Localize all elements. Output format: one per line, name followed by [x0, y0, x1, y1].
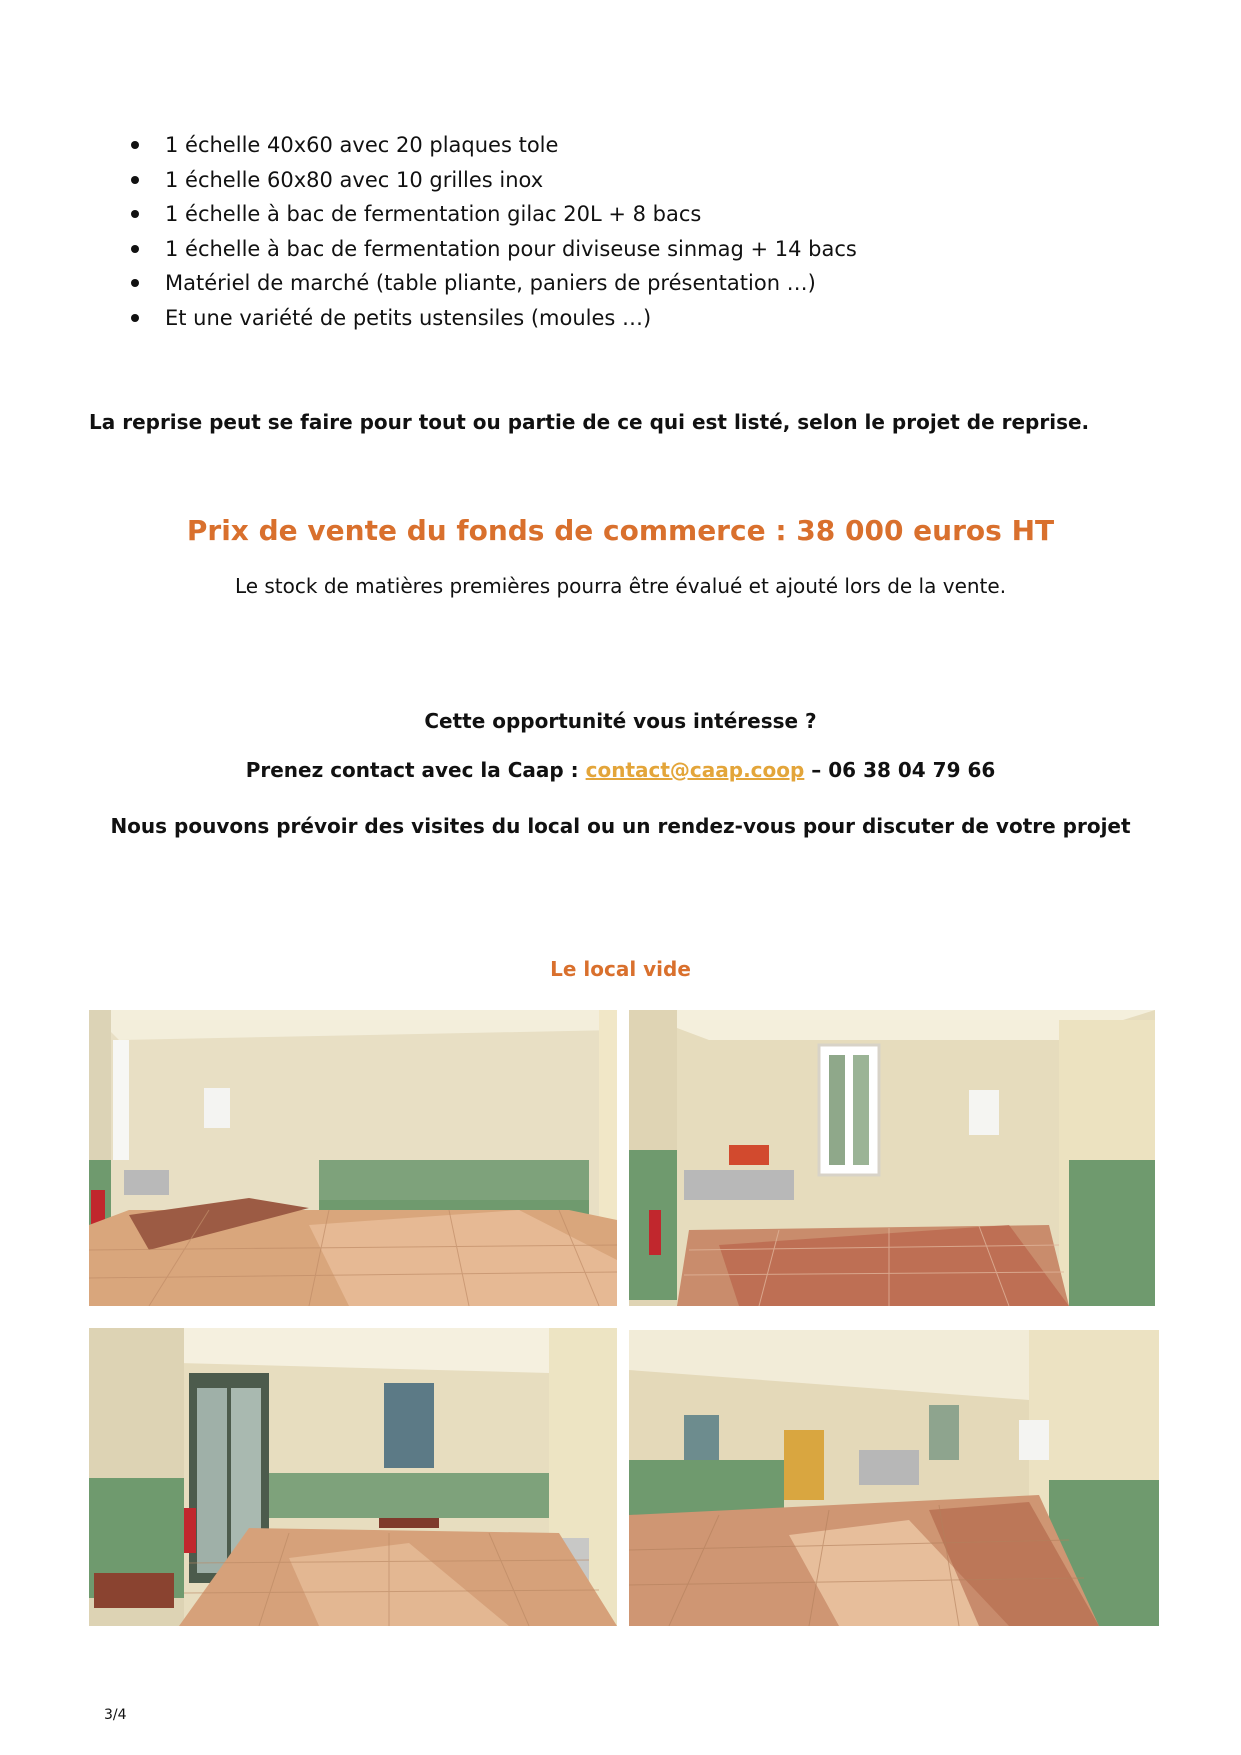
- list-item: Matériel de marché (table pliante, paniers de présentation …): [125, 266, 857, 301]
- photo-empty-room-2: [629, 1010, 1155, 1306]
- sale-price-heading: Prix de vente du fonds de commerce : 38 000 euros HT: [186, 514, 1055, 547]
- list-item: 1 échelle 40x60 avec 20 plaques tole: [125, 128, 857, 163]
- bullet-icon: [131, 314, 139, 322]
- equipment-list: [125, 128, 857, 336]
- list-item: 1 échelle à bac de fermentation pour diviseuse sinmag + 14 bacs: [125, 232, 857, 267]
- bullet-icon: [131, 176, 139, 184]
- page-number: 3/4: [104, 1707, 127, 1723]
- bullet-icon: [131, 279, 139, 287]
- bullet-icon: [131, 141, 139, 149]
- list-item: Et une variété de petits ustensiles (moules …): [125, 301, 857, 336]
- contact-phone: – 06 38 04 79 66: [804, 758, 996, 782]
- photo-empty-room-4: [629, 1330, 1159, 1626]
- contact-prefix: Prenez contact avec la Caap :: [245, 758, 586, 782]
- interest-question: Cette opportunité vous intéresse ?: [424, 709, 817, 733]
- photos-title: Le local vide: [550, 957, 691, 981]
- bullet-icon: [131, 210, 139, 218]
- reprise-note: La reprise peut se faire pour tout ou partie de ce qui est listé, selon le projet de reprise.: [89, 410, 1090, 434]
- visits-note: Nous pouvons prévoir des visites du local ou un rendez-vous pour discuter de votre projet: [110, 814, 1131, 838]
- photo-empty-room-3: [89, 1328, 617, 1626]
- contact-email-link[interactable]: contact@caap.coop: [585, 758, 805, 782]
- stock-note: Le stock de matières premières pourra être évalué et ajouté lors de la vente.: [234, 574, 1007, 598]
- list-item: 1 échelle 60x80 avec 10 grilles inox: [125, 163, 857, 198]
- list-item: 1 échelle à bac de fermentation gilac 20L + 8 bacs: [125, 197, 857, 232]
- contact-line: [0, 758, 1241, 782]
- bullet-icon: [131, 245, 139, 253]
- photo-empty-room-1: [89, 1010, 617, 1306]
